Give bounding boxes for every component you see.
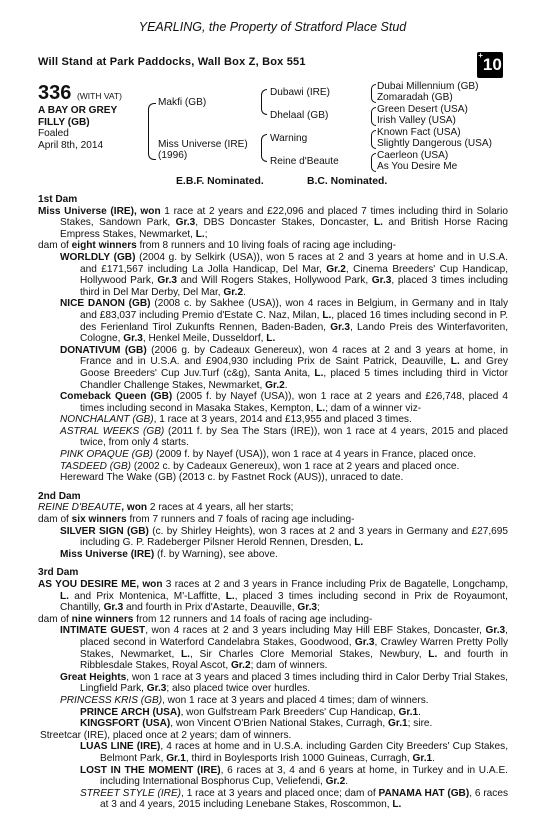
pedigree-dam: Miss Universe (IRE): [158, 139, 248, 150]
progeny-entry: [38, 788, 508, 811]
first-dam-heading: 1st Dam: [38, 194, 78, 205]
progeny-entry: [38, 252, 508, 298]
text-run: 1 race at 2 years and £22,096 and placed 7 times including third in Solario Stakes, Sandown Park,: [60, 205, 508, 229]
text-run: , 1 race at 3 years, 2014 and £13,955 and placed 3 times.: [153, 414, 412, 426]
text-run: , DBS Doncaster Stakes, Doncaster,: [195, 217, 374, 229]
third-dam-progeny: [38, 625, 508, 811]
text-run: WORLDLY (GB): [60, 251, 136, 263]
text-run: ; also placed twice over hurdles.: [166, 683, 311, 695]
pedigree-sire-sire: Dubawi (IRE): [270, 87, 331, 98]
text-run: L.: [314, 367, 324, 379]
lot-badge: [477, 52, 503, 78]
text-run: .: [418, 706, 421, 718]
pedigree-brace-dd: [371, 153, 376, 172]
pedigree-dam-sire: Warning: [270, 133, 308, 144]
text-run: from 8 runners and 10 living foals of racing age including-: [136, 240, 396, 252]
progeny-entry: [38, 672, 508, 695]
text-run: INTIMATE GUEST: [60, 625, 146, 637]
text-run: eight winners: [71, 240, 137, 252]
text-run: , won 1 race at 3 years and placed 3 times including third in Calor Derby Trial Stakes, Lingfield Park,: [80, 671, 508, 695]
text-run: Gr.1: [388, 718, 408, 730]
text-run: NICE DANON (GB): [60, 298, 151, 310]
text-run: L.: [60, 590, 69, 602]
text-run: (2008 c. by Sakhee (USA)), won 4 races in Belgium, in Germany and in Italy and £83,037 including Premio d'Estate C. Naz, Milan,: [80, 298, 508, 321]
text-run: , placed 5 times including third in Victor Chandler Challenge Stakes, Newmarket,: [80, 367, 508, 391]
text-run: ; dam of a winner viz-: [325, 402, 422, 414]
text-run: Miss Universe (IRE): [60, 548, 155, 560]
text-run: ;: [204, 228, 208, 240]
text-run: , Sir Charles Clore Memorial Stakes, Newbury,: [189, 648, 429, 660]
text-run: , won 1 race at 3 years and placed 4 times; dam of winners.: [162, 694, 429, 706]
bc-nomination: B.C. Nominated.: [307, 176, 388, 187]
pedigree-dsd: Slightly Dangerous (USA): [377, 138, 493, 149]
pedigree-dam-dam: Reine d'Beaute: [270, 156, 339, 167]
page-header: YEARLING, the Property of Stratford Place Stud: [138, 20, 407, 34]
pedigree-ssd: Zomaradah (GB): [377, 92, 453, 103]
text-run: L.: [374, 217, 383, 229]
text-run: PRINCE ARCH (USA): [80, 706, 181, 718]
text-run: , Henkel Meile, Dusseldorf,: [142, 333, 267, 345]
progeny-entry: [38, 549, 508, 561]
second-dam-dam-of: [38, 514, 508, 526]
third-dam-intro: [38, 579, 508, 614]
text-run: L.: [354, 537, 364, 549]
text-run: ; dam of winners.: [250, 660, 328, 672]
text-run: Gr.2: [230, 660, 251, 672]
text-run: LUAS LINE (IRE): [80, 741, 161, 753]
second-dam-intro: [38, 502, 508, 514]
text-run: (2009 f. by Nayef (USA)), won 1 race at 4 years in France, placed once.: [152, 449, 477, 461]
horse-description: [38, 105, 117, 128]
pedigree-sire-dam: Dhelaal (GB): [270, 110, 329, 121]
progeny-entry: [38, 449, 508, 461]
text-run: NONCHALANT (GB): [60, 414, 154, 426]
text-run: L.: [392, 799, 402, 811]
text-run: (c. by Shirley Heights), won 3 races at 2 and 3 years in Germany and £27,695 including G. P. Radeberger Pilsner Herold Rennen, Dresden,: [80, 525, 508, 549]
text-run: , 6 races at 3 and 4 years, 2015 including Lenebane Stakes, Roscommon,: [100, 787, 508, 811]
text-run: and fourth in Prix d'Astarte, Deauville,: [123, 602, 298, 614]
text-run: Gr.3: [103, 602, 124, 614]
pedigree-brace-ds: [371, 130, 376, 149]
text-run: , won Gulfstream Park Breeders' Cup Handicap,: [180, 706, 399, 718]
text-run: Gr.2: [325, 776, 346, 788]
pedigree-ddd: As You Desire Me: [377, 161, 458, 172]
text-run: from 12 runners and 14 foals of racing age including-: [133, 613, 373, 625]
text-run: PRINCESS KRIS (GB): [60, 694, 163, 706]
text-run: Gr.1: [412, 752, 433, 764]
text-run: L.: [195, 228, 205, 240]
description-line-1: A BAY OR GREY: [38, 105, 118, 116]
text-run: Gr.3: [123, 333, 143, 345]
text-run: Gr.3: [330, 321, 350, 333]
progeny-entry: [38, 298, 508, 344]
text-run: Gr.2: [223, 286, 244, 298]
text-run: L.: [225, 590, 235, 602]
text-run: Gr.1: [398, 706, 419, 718]
text-run: Gr.3: [485, 625, 506, 637]
text-run: (2005 f. by Nayef (USA)), won 1 race at 2 years and £26,748, placed 4 times including second in Masaka Stakes, Kempton,: [80, 391, 508, 414]
text-run: , won 4 races at 2 and 3 years including May Hill EBF Stakes, Doncaster,: [145, 625, 486, 637]
text-run: AS YOU DESIRE ME, won: [38, 579, 163, 590]
text-run: Hereward The Wake (GB) (2013 c. by Fastnet Rock (AUS)), unraced to date.: [60, 472, 404, 484]
text-run: 2 races at 4 years, all her starts;: [147, 502, 294, 514]
text-run: L.: [322, 309, 332, 321]
pedigree-dss: Known Fact (USA): [377, 127, 461, 138]
text-run: LOST IN THE MOMENT (IRE): [80, 764, 221, 776]
pedigree-sire: Makfi (GB): [158, 97, 207, 108]
text-run: DONATIVUM (GB): [60, 344, 147, 356]
text-run: PINK OPAQUE (GB): [60, 449, 153, 461]
foaled-info: [38, 128, 103, 151]
text-run: .: [243, 286, 246, 298]
text-run: Gr.3: [297, 602, 318, 614]
pedigree-dds: Caerleon (USA): [377, 150, 449, 161]
progeny-entry: [38, 414, 508, 426]
third-dam-dam-of: [38, 614, 508, 626]
text-run: and Grey Goose Breeders' Cup Juv.Turf (c&g), Santa Anita,: [80, 356, 508, 379]
text-run: , 1 race at 3 years and placed once; dam of: [181, 787, 379, 799]
text-run: STREET STYLE (IRE): [80, 787, 182, 799]
progeny-entry: [38, 741, 508, 764]
text-run: from 7 runners and 7 foals of racing age including-: [126, 514, 355, 526]
text-run: 3 races at 2 and 3 years in France including Prix de Bagatelle, Longchamp,: [162, 579, 509, 590]
text-run: , third in Boylesports Irish 1000 Guineas, Curragh,: [185, 752, 413, 764]
text-run: Miss Universe (IRE), won: [38, 205, 161, 217]
first-dam-dam-of: [38, 240, 508, 252]
progeny-entry: [38, 625, 508, 671]
text-run: , placed 3 times including second in Prix de Royaumont, Chantilly,: [60, 590, 508, 614]
text-run: L.: [181, 648, 190, 660]
text-run: , placed second in Waterford Candelabra Stakes, Goodwood,: [80, 625, 508, 648]
lot-badge-number: 10: [482, 55, 502, 74]
text-run: , placed 3 times including third in Del Mar Derby, Del Mar,: [80, 275, 508, 298]
stand-location: Will Stand at Park Paddocks, Wall Box Z, Box 551: [38, 56, 306, 68]
text-run: Gr.3: [146, 683, 167, 695]
catalogue-body: [38, 194, 508, 811]
pedigree-brace-dam: [261, 134, 267, 162]
progeny-entry: [38, 426, 508, 449]
text-run: .: [432, 752, 435, 764]
ebf-nomination: E.B.F. Nominated.: [176, 176, 264, 187]
pedigree-sdd: Irish Valley (USA): [377, 115, 456, 126]
text-run: (2011 f. by Sea The Stars (IRE)), won 1 race at 4 years, 2015 and placed twice, from only 4 starts.: [80, 425, 508, 449]
text-run: , 6 races at 3, 4 and 6 years at home, in Turkey and in U.A.E. including International Bosphorus Cup, Veliefendi,: [100, 764, 508, 788]
text-run: Gr.3: [371, 275, 392, 287]
pedigree-brace-sire: [261, 89, 267, 115]
text-run: dam of: [38, 613, 72, 625]
text-run: Great Heights: [60, 671, 127, 683]
first-dam-intro: [38, 206, 508, 241]
text-run: , Crawley Warren Pretty Polly Stakes, Newmarket,: [80, 636, 508, 660]
text-run: nine winners: [71, 613, 134, 625]
description-line-2: FILLY (GB): [38, 116, 90, 128]
text-run: , 4 races at home and in U.S.A. including Garden City Breeders' Cup Stakes, Belmont Park,: [100, 741, 508, 764]
text-run: ; sire.: [407, 718, 433, 730]
second-dam-progeny: [38, 526, 508, 561]
text-run: ASTRAL WEEKS (GB): [60, 425, 165, 437]
text-run: ;: [317, 602, 320, 614]
text-run: L.: [450, 356, 460, 368]
text-run: dam of: [38, 514, 72, 526]
text-run: (f. by Warning), see above.: [154, 548, 278, 560]
third-dam-heading: 3rd Dam: [38, 567, 79, 579]
first-dam-progeny: [38, 252, 508, 484]
text-run: , Cinema Breeders' Cup Handicap, Hollywood Park,: [80, 263, 508, 287]
text-run: Comeback Queen (GB): [60, 391, 173, 403]
progeny-entry: [38, 472, 508, 484]
progeny-entry: [38, 695, 508, 707]
pedigree-sss: Dubai Millennium (GB): [377, 81, 479, 92]
text-run: , Lando Preis des Winterfavoriten, Cologne,: [80, 321, 508, 345]
text-run: L.: [316, 402, 326, 414]
text-run: SILVER SIGN (GB): [60, 525, 149, 537]
text-run: L.: [428, 648, 438, 660]
text-run: , placed 16 times including second in P. des Ferienland Tirol Zukunfts Rennen, Baden-Baden,: [80, 309, 508, 333]
text-run: Gr.3: [175, 217, 196, 229]
text-run: (2002 c. by Cadeaux Genereux), won 1 race at 2 years and placed once.: [131, 460, 460, 472]
progeny-entry: [38, 345, 508, 391]
text-run: , won: [121, 502, 148, 514]
text-run: KINGSFORT (USA): [80, 718, 171, 730]
pedigree-dam-year: (1996): [158, 150, 188, 161]
text-run: (2004 g. by Selkirk (USA)), won 5 races at 2 and 3 years at home and in U.S.A. and £171,567 including La Jolla Handicap, Del Mar,: [80, 251, 508, 275]
lot-number-value: 336: [38, 82, 72, 104]
text-run: (2006 g. by Cadeaux Genereux), won 4 races at 2 and 3 years at home, in France and in U.S.A. and £904,930 including Prix de Saint Patrick, Deauville,: [80, 344, 508, 368]
text-run: PANAMA HAT (GB): [378, 787, 470, 799]
text-run: six winners: [71, 514, 127, 526]
text-run: and Will Rogers Stakes, Hollywood Park,: [177, 275, 372, 287]
text-run: L.: [266, 333, 276, 345]
text-run: and fourth in Ribblesdale Stakes, Royal Ascot,: [80, 648, 508, 672]
text-run: and Prix Montenica, M'-Laffitte,: [68, 590, 226, 602]
pedigree-brace-main: [148, 103, 156, 160]
progeny-entry: [38, 391, 508, 414]
text-run: TASDEED (GB): [60, 460, 132, 472]
text-run: Gr.2: [265, 379, 285, 391]
progeny-entry: [38, 461, 508, 473]
text-run: Gr.2: [326, 263, 346, 275]
pedigree-sds: Green Desert (USA): [377, 104, 468, 115]
second-dam-heading: 2nd Dam: [38, 490, 81, 502]
text-run: .: [345, 776, 349, 788]
text-run: Streetcar (IRE), placed once at 2 years; dam of winners.: [40, 729, 292, 741]
lot-badge-prefix: +: [478, 51, 483, 60]
text-run: , won Vincent O'Brien National Stakes, Curragh,: [170, 718, 389, 730]
text-run: REINE D'BEAUTE: [38, 502, 122, 514]
progeny-entry: [38, 718, 508, 730]
progeny-entry: [38, 526, 508, 549]
pedigree-brace-sd: [371, 107, 376, 126]
text-run: Gr.3: [157, 275, 178, 287]
text-run: Gr.1: [166, 752, 186, 764]
pedigree-brace-ss: [371, 84, 376, 103]
text-run: Gr.3: [354, 636, 375, 648]
vat-note: (WITH VAT): [76, 91, 122, 101]
text-run: dam of: [38, 240, 72, 252]
progeny-entry: [38, 707, 508, 719]
foaled-date: April 8th, 2014: [38, 139, 104, 151]
text-run: .: [284, 379, 288, 391]
lot-number: [38, 82, 122, 107]
foaled-label: Foaled: [38, 128, 69, 139]
text-run: and British Horse Racing Empress Stakes, Newmarket,: [60, 217, 508, 240]
progeny-entry: [38, 730, 508, 742]
progeny-entry: [38, 765, 508, 788]
